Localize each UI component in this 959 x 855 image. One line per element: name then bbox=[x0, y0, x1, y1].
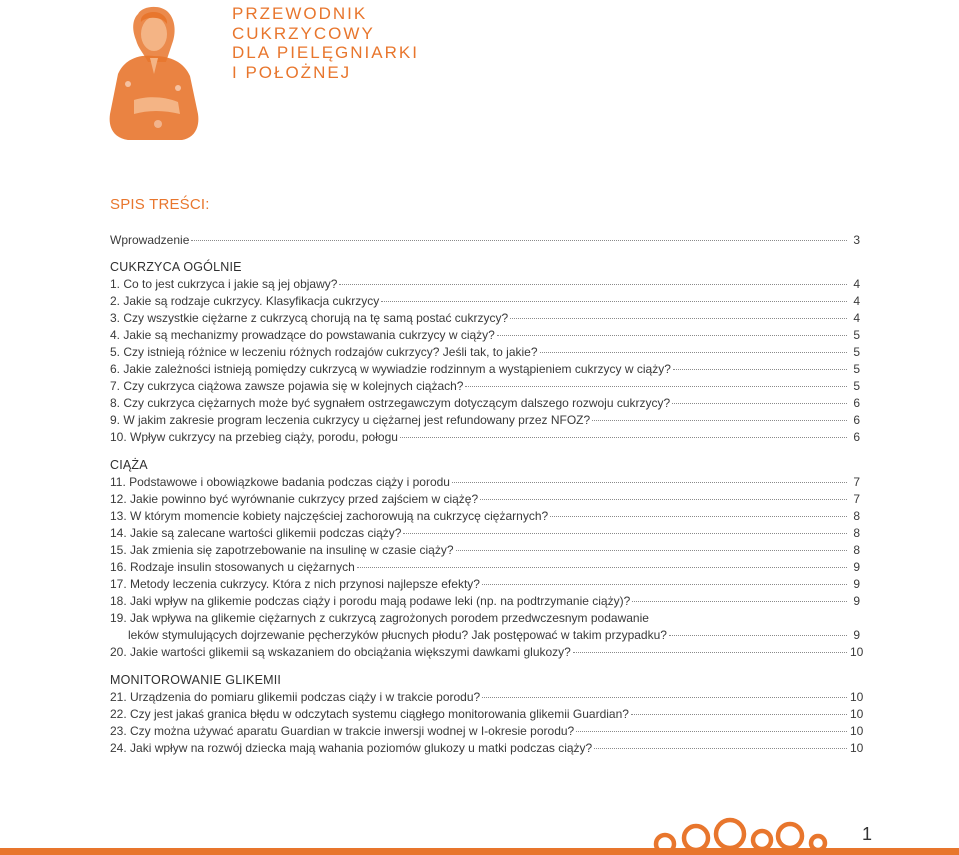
toc-entry-page: 10 bbox=[850, 707, 864, 721]
toc-entry-page: 7 bbox=[853, 492, 860, 506]
toc-entry-title: 15. Jak zmienia się zapotrzebowanie na insulinę w czasie ciąży? bbox=[110, 543, 454, 557]
toc-leader bbox=[480, 499, 847, 500]
toc-leader bbox=[540, 352, 847, 353]
toc-entry[interactable] bbox=[110, 293, 860, 310]
toc-entry-page: 9 bbox=[853, 560, 860, 574]
title-line-3: DLA PIELĘGNIARKI bbox=[232, 43, 419, 62]
toc-entry[interactable] bbox=[110, 378, 860, 395]
toc-entry-title: 21. Urządzenia do pomiaru glikemii podczas ciąży i w trakcie porodu? bbox=[110, 690, 481, 704]
toc-leader bbox=[482, 697, 847, 698]
toc-entry-title: Wprowadzenie bbox=[110, 233, 190, 247]
toc-entry-title: 18. Jaki wpływ na glikemie podczas ciąży i porodu mają podawe leki (np. na podtrzymanie ciąży)? bbox=[110, 594, 631, 608]
table-of-contents bbox=[110, 232, 864, 757]
toc-leader bbox=[672, 403, 847, 404]
toc-entry-page: 4 bbox=[853, 311, 860, 325]
toc-leader bbox=[482, 584, 847, 585]
toc-entry-page: 4 bbox=[853, 294, 860, 308]
title-line-4: I POŁOŻNEJ bbox=[232, 62, 352, 82]
toc-entry[interactable] bbox=[110, 310, 860, 327]
toc-entry[interactable] bbox=[110, 576, 860, 593]
toc-entry-title: 23. Czy można używać aparatu Guardian w trakcie inwersji wodnej w I-okresie porodu? bbox=[110, 724, 575, 738]
toc-entry[interactable] bbox=[110, 508, 860, 525]
toc-entry[interactable] bbox=[110, 344, 860, 361]
toc-entry-page: 5 bbox=[853, 328, 860, 342]
toc-leader bbox=[673, 369, 847, 370]
toc-entry[interactable] bbox=[110, 361, 860, 378]
toc-entry-title: leków stymulujących dojrzewanie pęcherzyków płucnych płodu? Jak postępować w takim przypadku? bbox=[128, 628, 667, 642]
toc-entry-page: 5 bbox=[853, 379, 860, 393]
toc-leader bbox=[510, 318, 847, 319]
toc-entry-title: 13. W którym momencie kobiety najczęściej zachorowują na cukrzycę ciężarnych? bbox=[110, 509, 549, 523]
toc-entry[interactable] bbox=[110, 276, 860, 293]
toc-entry[interactable] bbox=[110, 474, 860, 491]
toc-entry-title: 3. Czy wszystkie ciężarne z cukrzycą chorują na tę samą postać cukrzycy? bbox=[110, 311, 509, 325]
toc-entry-page: 6 bbox=[853, 413, 860, 427]
toc-entry-page: 10 bbox=[850, 690, 864, 704]
toc-entry-page: 7 bbox=[853, 475, 860, 489]
toc-entry-page: 8 bbox=[853, 509, 860, 523]
toc-entry-page: 9 bbox=[853, 628, 860, 642]
toc-entry-page: 10 bbox=[850, 741, 864, 755]
toc-leader bbox=[465, 386, 847, 387]
nurse-illustration bbox=[98, 4, 208, 142]
toc-entry-title: 22. Czy jest jakaś granica błędu w odczytach systemu ciągłego monitorowania glikemii Guardian? bbox=[110, 707, 629, 721]
toc-leader bbox=[669, 635, 847, 636]
toc-entry-title: 4. Jakie są mechanizmy prowadzące do powstawania cukrzycy w ciąży? bbox=[110, 328, 495, 342]
toc-entry[interactable] bbox=[110, 525, 860, 542]
toc-entry-title: 1. Co to jest cukrzyca i jakie są jej objawy? bbox=[110, 277, 338, 291]
toc-entry[interactable] bbox=[110, 542, 860, 559]
toc-leader bbox=[632, 601, 847, 602]
toc-entry-title: 17. Metody leczenia cukrzycy. Która z nich przynosi najlepsze efekty? bbox=[110, 577, 480, 591]
toc-entry-page: 9 bbox=[853, 577, 860, 591]
bottom-accent-bar bbox=[0, 848, 959, 855]
toc-entry[interactable] bbox=[110, 395, 860, 412]
toc-entry[interactable] bbox=[110, 593, 860, 610]
toc-section-title: MONITOROWANIE GLIKEMII bbox=[110, 673, 282, 687]
toc-entry-page: 5 bbox=[853, 345, 860, 359]
toc-entry-title: 11. Podstawowe i obowiązkowe badania podczas ciąży i porodu bbox=[110, 475, 450, 489]
toc-leader bbox=[381, 301, 847, 302]
toc-leader bbox=[403, 533, 847, 534]
toc-entry-page: 6 bbox=[853, 396, 860, 410]
toc-leader bbox=[497, 335, 847, 336]
page-number: 1 bbox=[862, 824, 873, 844]
toc-section-title: CIĄŻA bbox=[110, 458, 148, 472]
toc-entry-title-line[interactable]: 19. Jak wpływa na glikemie ciężarnych z cukrzycą zagrożonych porodem przedwczesnym podawanie bbox=[110, 611, 649, 625]
toc-entry-page: 10 bbox=[850, 645, 864, 659]
toc-entry-page: 9 bbox=[853, 594, 860, 608]
toc-entry[interactable] bbox=[110, 644, 864, 661]
toc-entry-title: 9. W jakim zakresie program leczenia cukrzycy u ciężarnej jest refundowany przez NFOZ? bbox=[110, 413, 591, 427]
toc-entry[interactable] bbox=[110, 706, 864, 723]
toc-entry[interactable] bbox=[110, 740, 864, 757]
toc-entry-page: 10 bbox=[850, 724, 864, 738]
toc-entry[interactable] bbox=[110, 559, 860, 576]
toc-entry-title: 24. Jaki wpływ na rozwój dziecka mają wahania poziomów glukozy u matki podczas ciąży? bbox=[110, 741, 593, 755]
toc-leader bbox=[592, 420, 847, 421]
toc-leader bbox=[594, 748, 847, 749]
toc-entry-title: 6. Jakie zależności istnieją pomiędzy cukrzycą w wywiadzie rodzinnym a wystąpieniem cukrzycy w ciąży? bbox=[110, 362, 671, 376]
toc-leader bbox=[452, 482, 847, 483]
toc-entry-page: 3 bbox=[853, 233, 860, 247]
toc-leader bbox=[573, 652, 847, 653]
toc-entry[interactable] bbox=[110, 327, 860, 344]
toc-leader bbox=[550, 516, 847, 517]
toc-entry[interactable] bbox=[110, 429, 860, 446]
toc-section-title: CUKRZYCA OGÓLNIE bbox=[110, 260, 242, 274]
toc-entry-title: 7. Czy cukrzyca ciążowa zawsze pojawia się w kolejnych ciążach? bbox=[110, 379, 464, 393]
toc-entry-title: 5. Czy istnieją różnice w leczeniu różnych rodzajów cukrzycy? Jeśli tak, to jakie? bbox=[110, 345, 538, 359]
toc-entry-title: 14. Jakie są zalecane wartości glikemii podczas ciąży? bbox=[110, 526, 402, 540]
toc-entry-intro[interactable] bbox=[110, 232, 860, 249]
toc-leader bbox=[191, 240, 847, 241]
toc-entry[interactable] bbox=[110, 491, 860, 508]
title-line-1: PRZEWODNIK bbox=[232, 4, 368, 23]
toc-leader bbox=[339, 284, 847, 285]
toc-entry[interactable] bbox=[110, 689, 864, 706]
toc-entry-title: 16. Rodzaje insulin stosowanych u ciężarnych bbox=[110, 560, 355, 574]
toc-leader bbox=[357, 567, 847, 568]
toc-entry[interactable] bbox=[110, 627, 860, 644]
toc-entry-page: 4 bbox=[853, 277, 860, 291]
toc-entry-page: 8 bbox=[853, 543, 860, 557]
toc-entry[interactable] bbox=[110, 723, 864, 740]
toc-entry-title: 20. Jakie wartości glikemii są wskazaniem do obciążania większymi dawkami glukozy? bbox=[110, 645, 571, 659]
toc-leader bbox=[576, 731, 847, 732]
title-line-2: CUKRZYCOWY bbox=[232, 23, 375, 43]
toc-entry-page: 6 bbox=[853, 430, 860, 444]
document-title bbox=[232, 4, 419, 82]
toc-heading: SPIS TREŚCI: bbox=[110, 196, 210, 213]
toc-entry-title: 12. Jakie powinno być wyrównanie cukrzycy przed zajściem w ciążę? bbox=[110, 492, 479, 506]
toc-entry-title: 2. Jakie są rodzaje cukrzycy. Klasyfikacja cukrzycy bbox=[110, 294, 380, 308]
toc-leader bbox=[456, 550, 847, 551]
toc-leader bbox=[631, 714, 847, 715]
toc-entry-title: 8. Czy cukrzyca ciężarnych może być sygnałem ostrzegawczym dotyczącym dalszego rozwoju cukrzycy? bbox=[110, 396, 671, 410]
toc-entry-title: 10. Wpływ cukrzycy na przebieg ciąży, porodu, połogu bbox=[110, 430, 398, 444]
toc-entry-page: 8 bbox=[853, 526, 860, 540]
toc-entry-page: 5 bbox=[853, 362, 860, 376]
toc-entry[interactable] bbox=[110, 412, 860, 429]
toc-leader bbox=[400, 437, 847, 438]
